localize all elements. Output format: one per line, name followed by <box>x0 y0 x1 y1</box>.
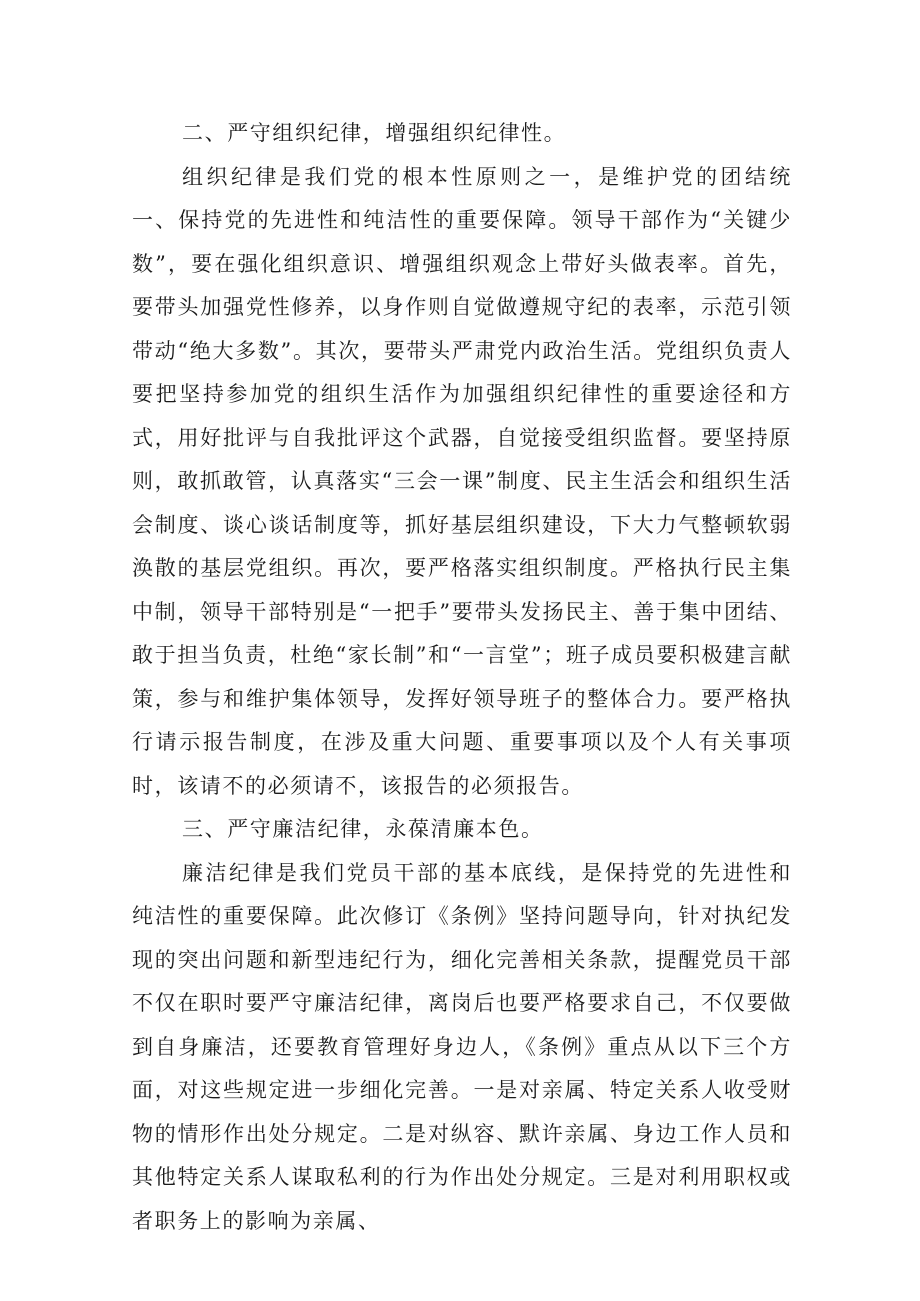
section-body-organization-discipline: 组织纪律是我们党的根本性原则之一，是维护党的团结统一、保持党的先进性和纯洁性的重要保障。领导干部作为“关键少数”，要在强化组织意识、增强组织观念上带好头做表率。首先，要带头加强党性修养，以身作则自觉做遵规守纪的表率，示范引领带动“绝大多数”。其次，要带头严肃党内政治生活。党组织负责人要把坚持参加党的组织生活作为加强组织纪律性的重要途径和方式，用好批评与自我批评这个武器，自觉接受组织监督。要坚持原则，敢抓敢管，认真落实“三会一课”制度、民主生活会和组织生活会制度、谈心谈话制度等，抓好基层组织建设，下大力气整顿软弱涣散的基层党组织。再次，要严格落实组织制度。严格执行民主集中制，领导干部特别是“一把手”要带头发扬民主、善于集中团结、敢于担当负责，杜绝“家长制”和“一言堂”；班子成员要积极建言献策，参与和维护集体领导，发挥好领导班子的整体合力。要严格执行请示报告制度，在涉及重大问题、重要事项以及个人有关事项时，该请不的必须请不，该报告的必须报告。 <box>132 164 792 798</box>
section-body-integrity-discipline: 廉洁纪律是我们党员干部的基本底线，是保持党的先进性和纯洁性的重要保障。此次修订《条例》坚持问题导向，针对执纪发现的突出问题和新型违纪行为，细化完善相关条款，提醒党员干部不仅在职时要严守廉洁纪律，离岗后也要严格要求自己，不仅要做到自身廉洁，还要教育管理好身边人，《条例》重点从以下三个方面，对这些规定进一步细化完善。一是对亲属、特定关系人收受财物的情形作出处分规定。二是对纵容、默许亲属、身边工作人员和其他特定关系人谋取私利的行为作出处分规定。三是对利用职权或者职务上的影响为亲属、 <box>132 860 792 1233</box>
section-heading-organization-discipline: 二、严守组织纪律，增强组织纪律性。 <box>182 121 567 145</box>
document-text <box>132 112 792 1243</box>
section-heading-integrity-discipline: 三、严守廉洁纪律，永葆清廉本色。 <box>182 817 544 841</box>
